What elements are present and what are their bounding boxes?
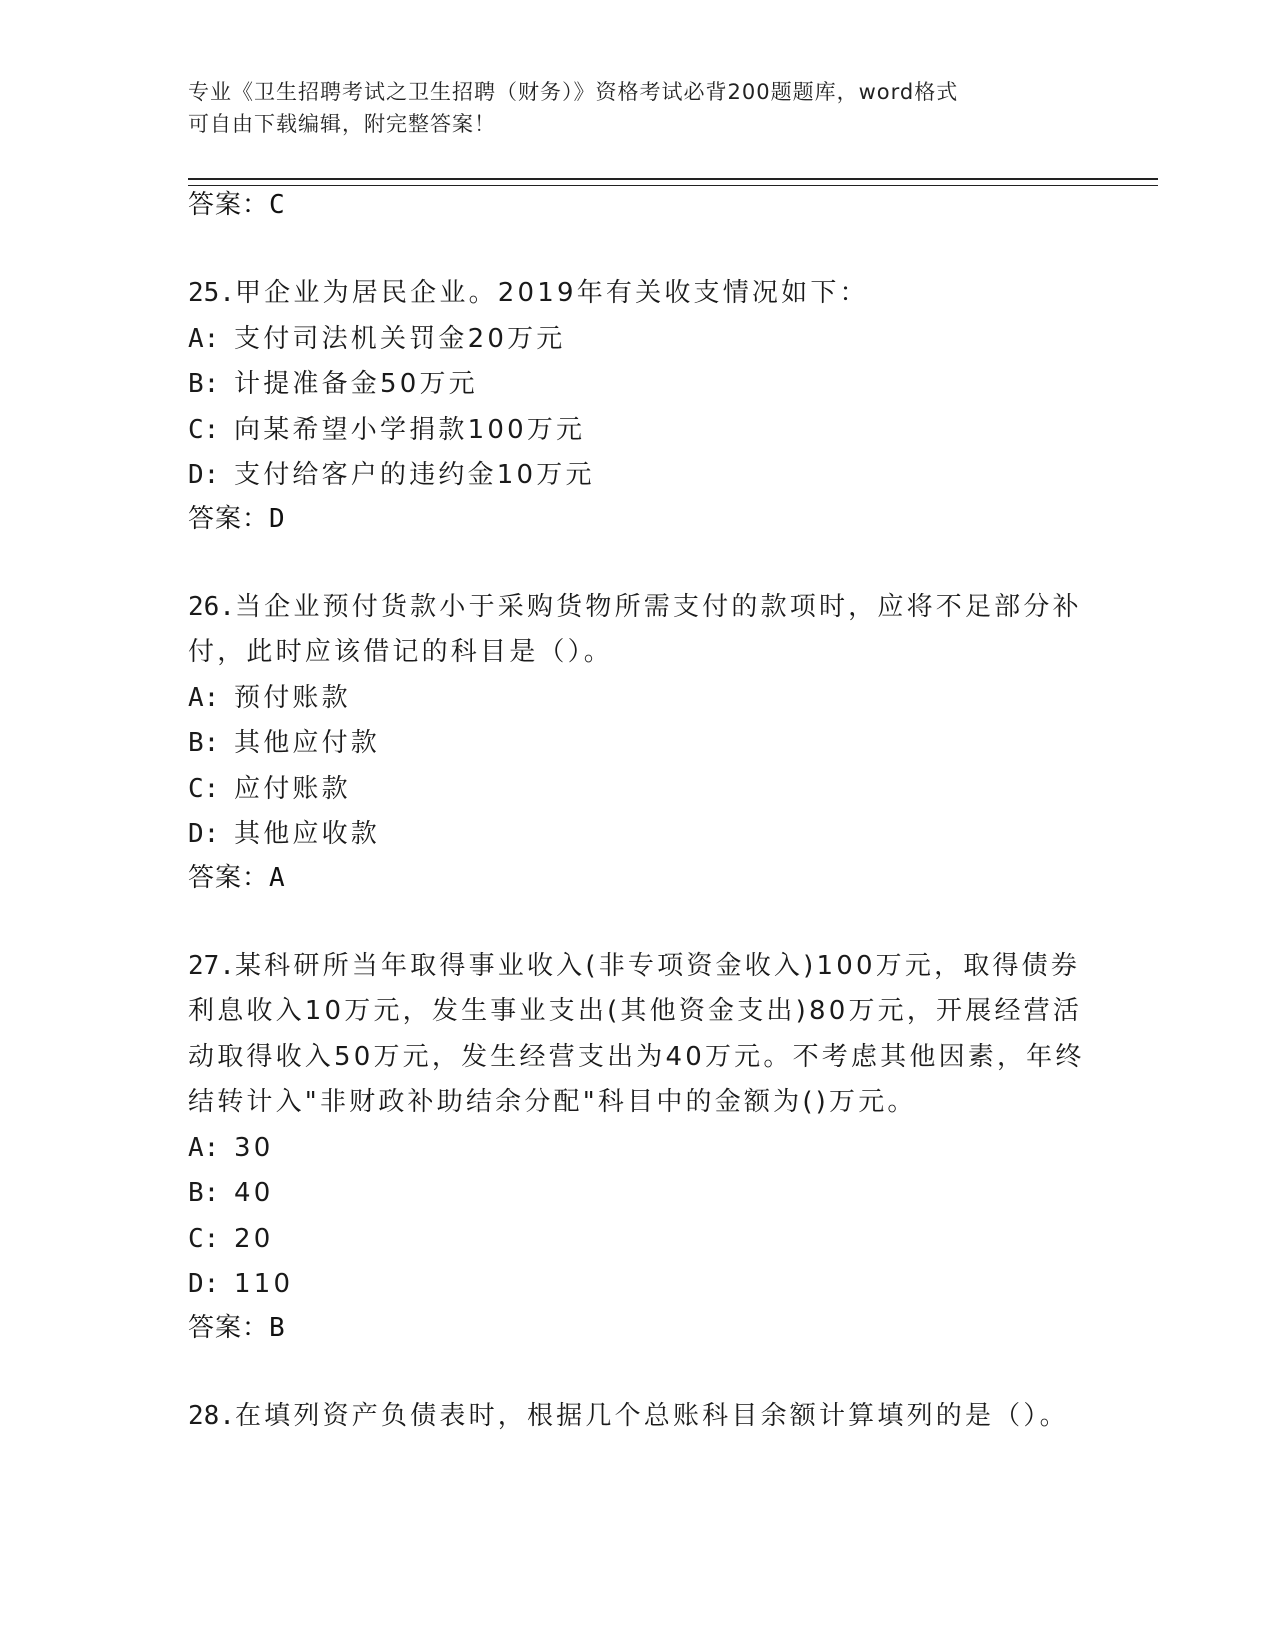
question-number: 25.: [188, 278, 235, 308]
question-number: 27.: [188, 950, 235, 981]
option-key: B:: [188, 369, 220, 399]
question-text: 当企业预付货款小于采购货物所需支付的款项时，应将不足部分补付，此时应该借记的科目是（）。: [188, 591, 1082, 667]
option-key: D:: [188, 460, 220, 490]
answer-value: C: [269, 190, 286, 220]
question-item: [188, 1394, 1088, 1440]
answer-line: [188, 858, 1088, 898]
option-key: B:: [188, 1178, 220, 1208]
question-number: 26.: [188, 591, 235, 622]
option-text: 向某希望小学捐款100万元: [234, 414, 586, 445]
option-d: [188, 812, 1088, 858]
question-text: 某科研所当年取得事业收入(非专项资金收入)100万元，取得债券利息收入10万元，发生事业支出(其他资金支出)80万元，开展经营活动取得收入50万元，发生经营支出为40万元。不考虑其他因素，年终结转计入"非财政补助结余分配"科目中的金额为()万元。: [188, 950, 1085, 1117]
header-line-2: 可自由下载编辑，附完整答案！: [188, 112, 496, 136]
answer-line: [188, 185, 1088, 225]
question-item: [188, 271, 1088, 539]
option-d: [188, 453, 1088, 499]
question-number: 28.: [188, 1400, 235, 1431]
question-text: 甲企业为居民企业。2019年有关收支情况如下：: [234, 278, 869, 308]
answer-value: B: [269, 1312, 286, 1343]
option-text: 30: [234, 1132, 274, 1163]
option-text: 计提准备金50万元: [234, 369, 478, 399]
answer-label: 答案：: [188, 190, 270, 220]
question-stem: [188, 585, 1088, 676]
option-text: 40: [234, 1178, 274, 1208]
option-text: 支付司法机关罚金20万元: [234, 323, 566, 354]
header-line-1: 专业《卫生招聘考试之卫生招聘（财务）》资格考试必背200题题库，word格式: [188, 80, 959, 104]
option-c: [188, 767, 1088, 813]
option-c: [188, 408, 1088, 454]
option-text: 预付账款: [234, 682, 351, 713]
option-a: [188, 676, 1088, 722]
answer-value: D: [269, 503, 286, 534]
option-text: 其他应收款: [234, 819, 381, 849]
question-list: [188, 185, 1088, 1439]
option-key: A:: [188, 323, 220, 354]
answer-line: [188, 1308, 1088, 1348]
option-a: [188, 1126, 1088, 1172]
option-key: D:: [188, 819, 220, 849]
option-b: [188, 1171, 1088, 1217]
answer-value: A: [269, 862, 286, 893]
question-text: 在填列资产负债表时，根据几个总账科目余额计算填列的是（）。: [234, 1400, 1069, 1431]
option-key: D:: [188, 1269, 220, 1299]
option-key: C:: [188, 414, 220, 445]
option-b: [188, 362, 1088, 408]
option-text: 其他应付款: [234, 728, 381, 758]
answer-label: 答案：: [188, 1312, 270, 1343]
option-text: 支付给客户的违约金10万元: [234, 460, 595, 490]
answer-label: 答案：: [188, 503, 270, 534]
question-item: [188, 585, 1088, 898]
option-key: C:: [188, 773, 220, 804]
option-text: 应付账款: [234, 773, 351, 804]
question-stem: [188, 271, 1088, 317]
document-header: [188, 76, 1088, 140]
option-key: C:: [188, 1223, 220, 1254]
question-item: [188, 944, 1088, 1348]
option-key: B:: [188, 728, 220, 758]
option-text: 20: [234, 1223, 274, 1254]
option-text: 110: [234, 1269, 294, 1299]
answer-label: 答案：: [188, 862, 270, 893]
answer-line: [188, 499, 1088, 539]
option-c: [188, 1217, 1088, 1263]
option-a: [188, 317, 1088, 363]
question-stem: [188, 944, 1088, 1126]
option-key: A:: [188, 1132, 220, 1163]
option-d: [188, 1262, 1088, 1308]
option-b: [188, 721, 1088, 767]
question-stem: [188, 1394, 1088, 1440]
option-key: A:: [188, 682, 220, 713]
